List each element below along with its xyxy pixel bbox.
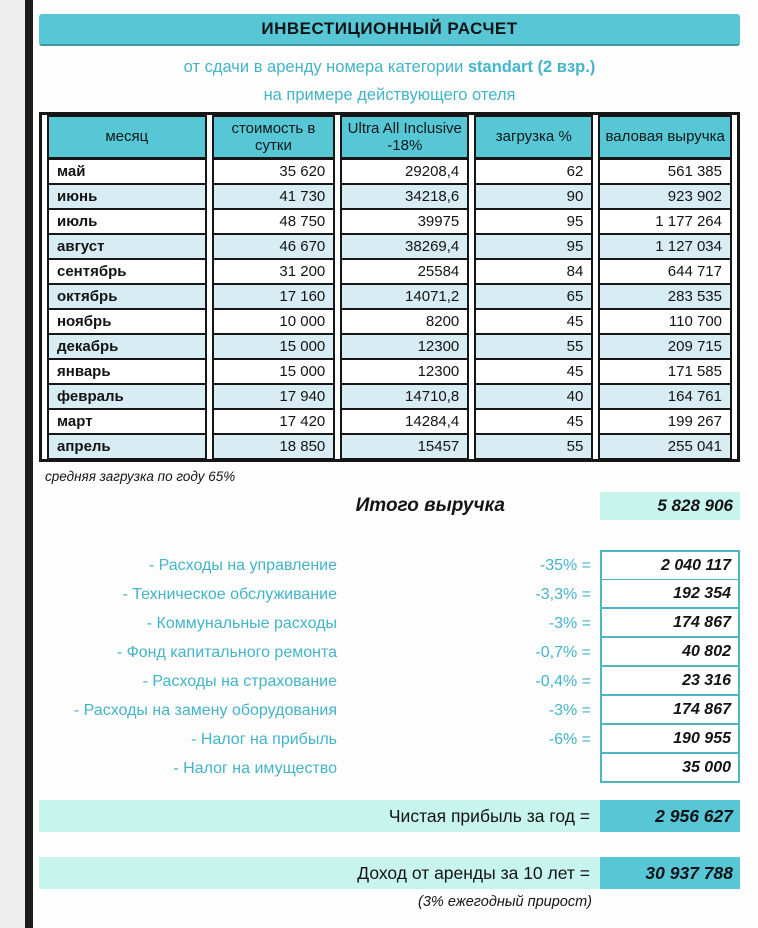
revenue-cell: 644 717 bbox=[598, 259, 732, 284]
net-profit-value-box bbox=[600, 800, 740, 832]
expense-row bbox=[39, 551, 740, 580]
total-revenue-value: 5 828 906 bbox=[657, 496, 733, 515]
expense-row bbox=[39, 754, 740, 783]
price-cell: 17 420 bbox=[212, 409, 336, 434]
subtitle-prefix: от сдачи в аренду номера категории bbox=[183, 58, 468, 76]
table-row bbox=[47, 284, 732, 309]
table-row bbox=[47, 409, 732, 434]
ultra-cell: 14071,2 bbox=[340, 284, 469, 309]
revenue-cell: 283 535 bbox=[598, 284, 732, 309]
load-cell: 95 bbox=[474, 234, 593, 259]
load-cell: 95 bbox=[474, 209, 593, 234]
expense-value-box bbox=[600, 725, 740, 754]
expense-value: 174 867 bbox=[673, 613, 731, 631]
expense-value: 190 955 bbox=[673, 729, 731, 747]
revenue-cell: 1 177 264 bbox=[598, 209, 732, 234]
month-cell: сентябрь bbox=[47, 259, 207, 284]
table-row bbox=[47, 259, 732, 284]
expense-value: 192 354 bbox=[673, 584, 731, 602]
expense-label: - Налог на прибыль bbox=[191, 730, 337, 748]
total-revenue-label: Итого выручка bbox=[355, 495, 505, 516]
price-cell: 10 000 bbox=[212, 309, 336, 334]
column-header-load: загрузка % bbox=[474, 115, 593, 159]
expense-percent: -3% = bbox=[548, 701, 591, 719]
net-profit-row bbox=[39, 800, 740, 832]
ultra-cell: 14710,8 bbox=[340, 384, 469, 409]
month-cell: апрель bbox=[47, 434, 207, 459]
ultra-cell: 29208,4 bbox=[340, 159, 469, 184]
expense-label: - Техническое обслуживание bbox=[122, 585, 337, 603]
expense-percent: -0,4% = bbox=[535, 672, 591, 690]
load-cell: 65 bbox=[474, 284, 593, 309]
load-cell: 45 bbox=[474, 409, 593, 434]
page-title: ИНВЕСТИЦИОННЫЙ РАСЧЕТ bbox=[39, 14, 740, 46]
revenue-cell: 255 041 bbox=[598, 434, 732, 459]
month-cell: октябрь bbox=[47, 284, 207, 309]
expense-value: 23 316 bbox=[682, 671, 731, 689]
expense-label: - Расходы на страхование bbox=[142, 672, 337, 690]
expense-label: - Фонд капитального ремонта bbox=[116, 643, 337, 661]
table-header-row bbox=[47, 115, 732, 159]
expense-row bbox=[39, 667, 740, 696]
revenue-cell: 164 761 bbox=[598, 384, 732, 409]
document-page bbox=[33, 0, 758, 928]
expense-value-box bbox=[600, 638, 740, 667]
table-row bbox=[47, 234, 732, 259]
expense-row bbox=[39, 609, 740, 638]
load-cell: 90 bbox=[474, 184, 593, 209]
revenue-cell: 923 902 bbox=[598, 184, 732, 209]
expense-value-box bbox=[600, 580, 740, 609]
column-header-ultra: Ultra All Inclusive -18% bbox=[340, 115, 469, 159]
ultra-cell: 39975 bbox=[340, 209, 469, 234]
net-profit-label: Чистая прибыль за год = bbox=[388, 805, 590, 826]
price-cell: 18 850 bbox=[212, 434, 336, 459]
price-cell: 35 620 bbox=[212, 159, 336, 184]
price-cell: 17 940 bbox=[212, 384, 336, 409]
ultra-cell: 12300 bbox=[340, 359, 469, 384]
expense-value-box bbox=[600, 696, 740, 725]
month-cell: февраль bbox=[47, 384, 207, 409]
ultra-cell: 34218,6 bbox=[340, 184, 469, 209]
column-header-revenue: валовая выручка bbox=[598, 115, 732, 159]
price-cell: 41 730 bbox=[212, 184, 336, 209]
expense-row bbox=[39, 638, 740, 667]
table-row bbox=[47, 359, 732, 384]
expense-value: 40 802 bbox=[682, 642, 731, 660]
expense-percent: -0,7% = bbox=[535, 643, 591, 661]
table-row bbox=[47, 434, 732, 459]
month-cell: январь bbox=[47, 359, 207, 384]
load-cell: 62 bbox=[474, 159, 593, 184]
average-load-note: средняя загрузка по году 65% bbox=[45, 469, 236, 484]
expense-label: - Расходы на замену оборудования bbox=[73, 701, 337, 719]
revenue-cell: 209 715 bbox=[598, 334, 732, 359]
ultra-cell: 14284,4 bbox=[340, 409, 469, 434]
rent-income-row bbox=[39, 857, 740, 889]
load-cell: 55 bbox=[474, 334, 593, 359]
expense-value: 174 867 bbox=[673, 700, 731, 718]
expense-value-box bbox=[600, 667, 740, 696]
total-revenue-value-box bbox=[600, 492, 740, 520]
subtitle-line1 bbox=[39, 58, 740, 77]
expense-value-box bbox=[600, 609, 740, 638]
rent-income-value: 30 937 788 bbox=[645, 862, 733, 883]
price-cell: 31 200 bbox=[212, 259, 336, 284]
month-cell: июль bbox=[47, 209, 207, 234]
growth-note: (3% ежегодный прирост) bbox=[418, 894, 592, 910]
expense-label: - Налог на имущество bbox=[173, 759, 337, 777]
month-cell: март bbox=[47, 409, 207, 434]
month-cell: ноябрь bbox=[47, 309, 207, 334]
ultra-cell: 38269,4 bbox=[340, 234, 469, 259]
revenue-cell: 199 267 bbox=[598, 409, 732, 434]
investment-table bbox=[39, 112, 740, 462]
expense-percent: -35% = bbox=[539, 556, 591, 574]
revenue-cell: 561 385 bbox=[598, 159, 732, 184]
load-cell: 55 bbox=[474, 434, 593, 459]
table-row bbox=[47, 384, 732, 409]
expenses-section bbox=[39, 551, 740, 783]
net-profit-value: 2 956 627 bbox=[655, 805, 733, 826]
load-cell: 45 bbox=[474, 359, 593, 384]
load-cell: 45 bbox=[474, 309, 593, 334]
revenue-cell: 171 585 bbox=[598, 359, 732, 384]
ultra-cell: 15457 bbox=[340, 434, 469, 459]
load-cell: 40 bbox=[474, 384, 593, 409]
revenue-cell: 1 127 034 bbox=[598, 234, 732, 259]
table-row bbox=[47, 209, 732, 234]
expense-value: 35 000 bbox=[682, 758, 731, 776]
left-black-bar bbox=[25, 0, 33, 928]
ultra-cell: 8200 bbox=[340, 309, 469, 334]
expense-value-box bbox=[600, 754, 740, 783]
price-cell: 48 750 bbox=[212, 209, 336, 234]
expense-row bbox=[39, 725, 740, 754]
price-cell: 15 000 bbox=[212, 334, 336, 359]
revenue-cell: 110 700 bbox=[598, 309, 732, 334]
price-cell: 46 670 bbox=[212, 234, 336, 259]
rent-income-value-box bbox=[600, 857, 740, 889]
price-cell: 17 160 bbox=[212, 284, 336, 309]
price-cell: 15 000 bbox=[212, 359, 336, 384]
month-cell: май bbox=[47, 159, 207, 184]
table-row bbox=[47, 334, 732, 359]
expense-percent: -3% = bbox=[548, 614, 591, 632]
load-cell: 84 bbox=[474, 259, 593, 284]
table-row bbox=[47, 159, 732, 184]
net-profit-bar bbox=[39, 800, 600, 832]
rent-income-label: Доход от аренды за 10 лет = bbox=[357, 862, 590, 883]
table-row bbox=[47, 309, 732, 334]
expense-value: 2 040 117 bbox=[661, 556, 731, 574]
month-cell: август bbox=[47, 234, 207, 259]
ultra-cell: 25584 bbox=[340, 259, 469, 284]
rent-income-bar bbox=[39, 857, 600, 889]
expense-label: - Расходы на управление bbox=[148, 556, 337, 574]
month-cell: декабрь bbox=[47, 334, 207, 359]
column-header-month: месяц bbox=[47, 115, 207, 159]
month-cell: июнь bbox=[47, 184, 207, 209]
expense-row bbox=[39, 696, 740, 725]
expense-percent: -3,3% = bbox=[535, 585, 591, 603]
expense-value-box bbox=[600, 550, 740, 581]
total-revenue-row bbox=[39, 492, 740, 520]
ultra-cell: 12300 bbox=[340, 334, 469, 359]
table-row bbox=[47, 184, 732, 209]
subtitle-line2: на примере действующего отеля bbox=[263, 86, 516, 104]
subtitle-category: standart (2 взр.) bbox=[467, 58, 596, 76]
expense-label: - Коммунальные расходы bbox=[146, 614, 337, 632]
left-gutter bbox=[0, 0, 25, 928]
column-header-price: стоимость в сутки bbox=[212, 115, 336, 159]
expense-percent: -6% = bbox=[548, 730, 591, 748]
expense-row bbox=[39, 580, 740, 609]
